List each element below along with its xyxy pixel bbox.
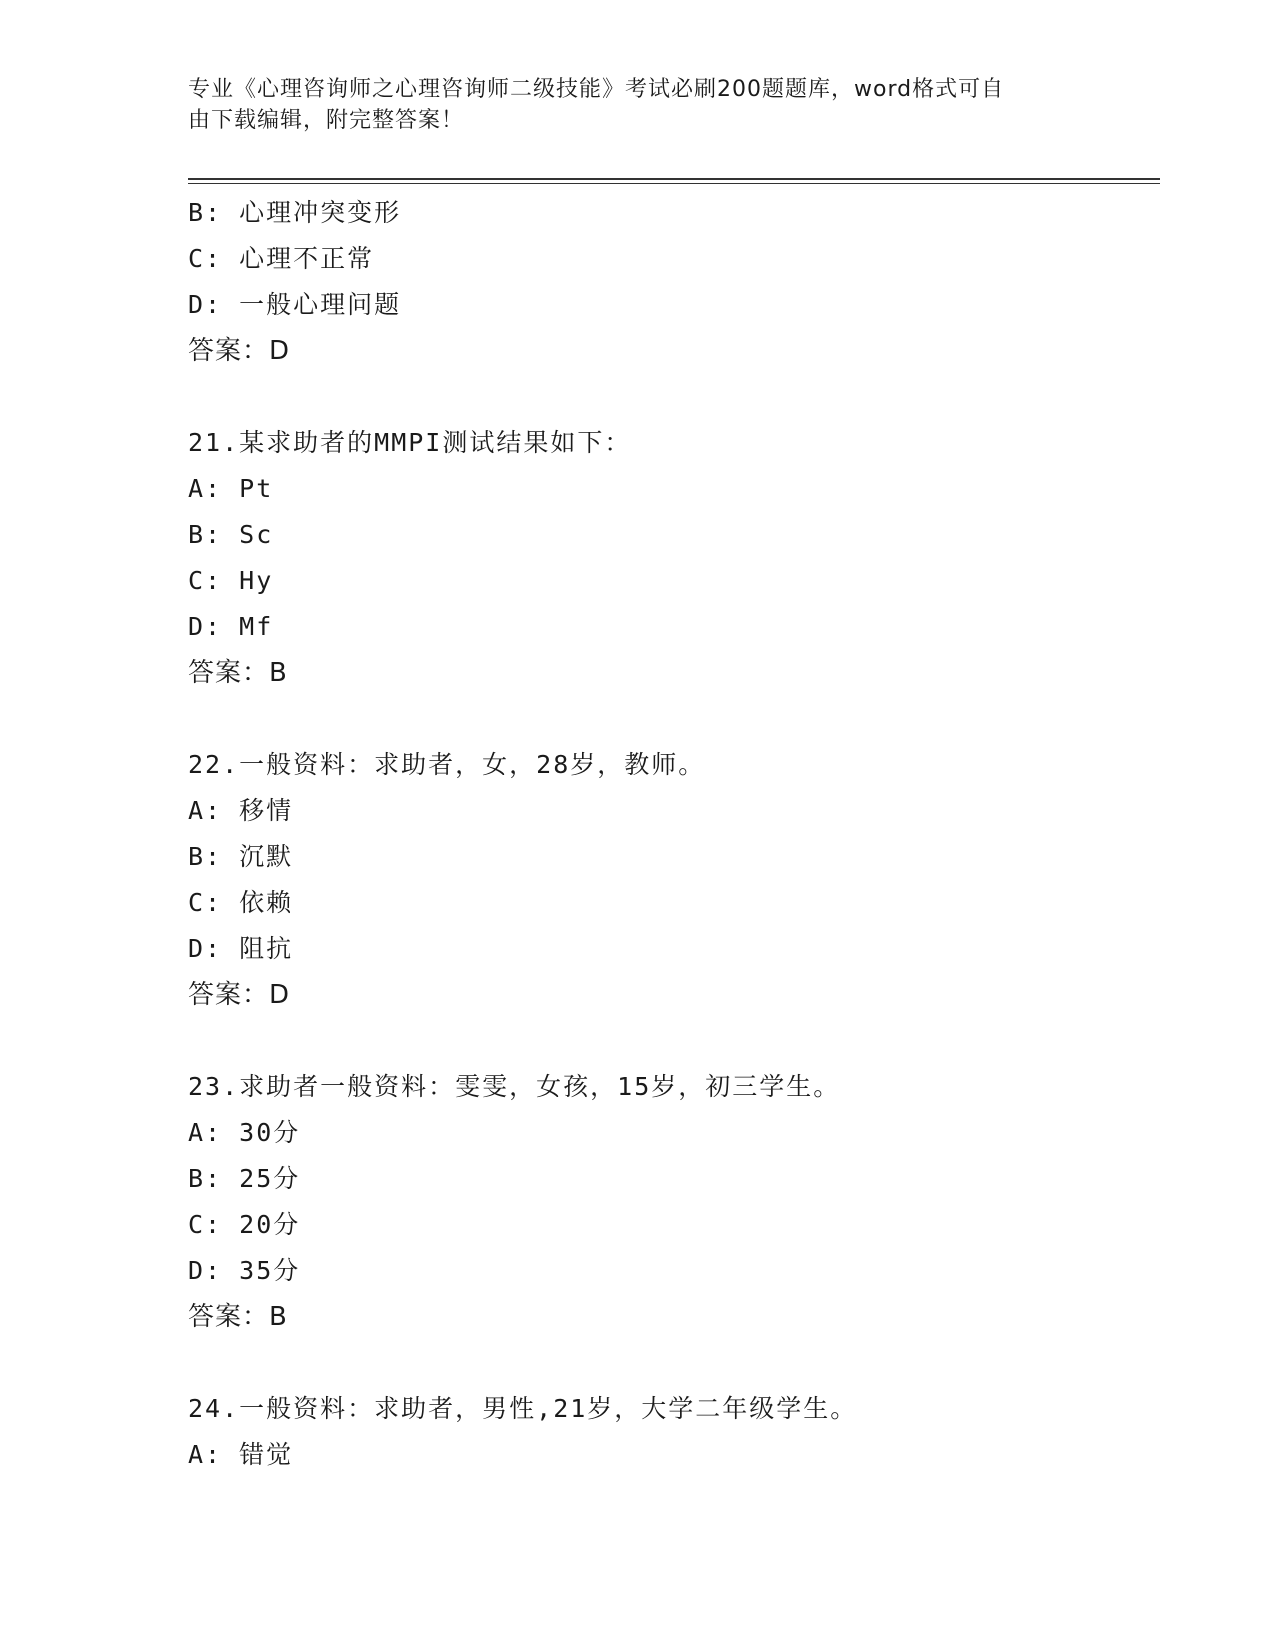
option-b: B: 心理冲突变形 [188,198,402,227]
question-block-22 [188,742,1168,1018]
header-line-2: 由下载编辑，附完整答案！ [188,108,465,133]
spacer [188,374,1168,420]
option-a: A: 30分 [188,1118,301,1147]
document-header [188,74,1088,136]
spacer [188,1340,1168,1386]
option-a: A: Pt [188,474,274,503]
header-divider-thick [188,178,1160,180]
question-block-23 [188,1064,1168,1340]
spacer [188,696,1168,742]
question-text: 22.一般资料：求助者，女，28岁，教师。 [188,750,706,779]
option-c: C: 20分 [188,1210,301,1239]
answer-line: 答案：B [188,658,288,688]
option-b: B: 25分 [188,1164,301,1193]
answer-line: 答案：D [188,336,291,366]
question-block-21 [188,420,1168,696]
option-c: C: Hy [188,566,274,595]
option-d: D: 35分 [188,1256,301,1285]
option-d: D: Mf [188,612,274,641]
option-b: B: Sc [188,520,274,549]
spacer [188,1018,1168,1064]
answer-line: 答案：B [188,1302,288,1332]
option-a: A: 移情 [188,796,294,825]
question-text: 23.求助者一般资料：雯雯，女孩，15岁，初三学生。 [188,1072,841,1101]
option-c: C: 心理不正常 [188,244,375,273]
option-a: A: 错觉 [188,1440,294,1469]
question-block-20 [188,190,1168,374]
option-d: D: 一般心理问题 [188,290,402,319]
question-block-24 [188,1386,1168,1478]
answer-line: 答案：D [188,980,291,1010]
option-b: B: 沉默 [188,842,294,871]
header-divider-thin [188,183,1160,184]
option-d: D: 阻抗 [188,934,294,963]
question-text: 24.一般资料：求助者，男性,21岁，大学二年级学生。 [188,1394,858,1423]
header-line-1: 专业《心理咨询师之心理咨询师二级技能》考试必刷200题题库，word格式可自 [188,77,1005,102]
question-text: 21.某求助者的MMPI测试结果如下： [188,428,632,457]
option-c: C: 依赖 [188,888,294,917]
question-list [188,190,1168,1478]
